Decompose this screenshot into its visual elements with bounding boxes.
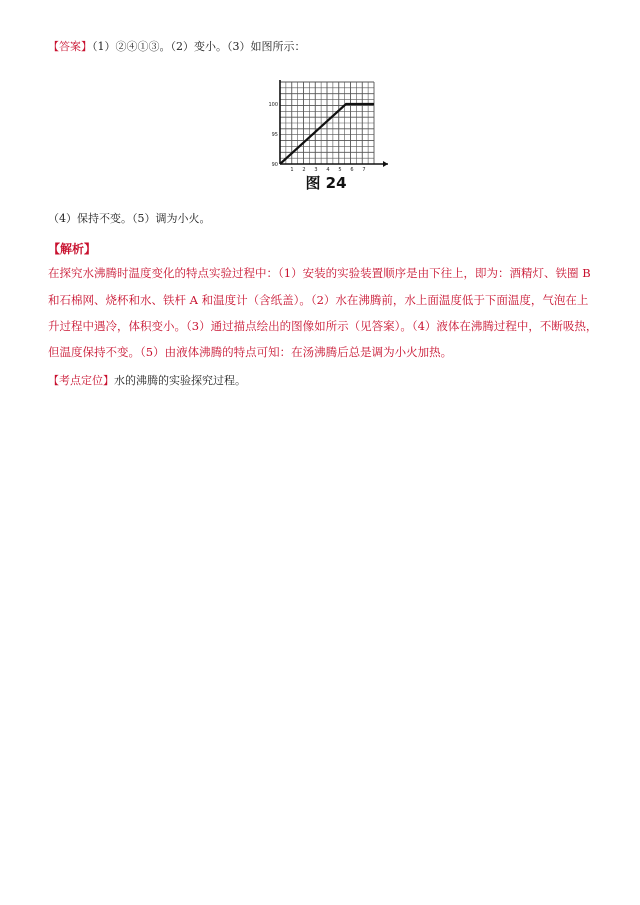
x-tick-label: 4 xyxy=(326,167,330,173)
analysis-line-3: 升过程中遇冷，体积变小。（3）通过描点绘出的图像如所示（见答案）。（4）液体在沸腾过程中，不断吸热， xyxy=(48,319,598,333)
analysis-line-1: 在探究水沸腾时温度变化的特点实验过程中：（1）安装的实验装置顺序是由下往上，即为：酒精灯、铁圈 B xyxy=(48,266,591,280)
x-tick-label: 3 xyxy=(314,167,318,173)
answer-part-1: （1）②④①③。（2）变小。（3）如图所示： xyxy=(92,40,306,53)
analysis-line-4: 但温度保持不变。（5）由液体沸腾的特点可知：在汤沸腾后总是调为小火加热。 xyxy=(48,345,453,359)
y-tick-label: 100 xyxy=(268,102,278,108)
kaodian-text: 水的沸腾的实验探究过程。 xyxy=(114,374,246,387)
y-tick-label: 95 xyxy=(271,132,278,138)
answer-line-1 xyxy=(48,38,306,54)
x-tick-label: 5 xyxy=(338,167,342,173)
graph-y-labels xyxy=(268,102,278,168)
y-tick-label: 90 xyxy=(271,162,278,168)
x-axis-arrow xyxy=(383,161,388,167)
temperature-time-graph xyxy=(262,76,402,194)
analysis-line-2: 和石棉网、烧杯和水、铁杆 A 和温度计（含纸盖）。（2）水在沸腾前，水上面温度低于下面温度，气泡在上 xyxy=(48,293,589,307)
figure-graph xyxy=(262,76,402,194)
x-tick-label: 1 xyxy=(290,167,294,173)
graph-axes xyxy=(280,80,388,167)
figure-caption: 图 24 xyxy=(305,174,347,192)
answer-line-2: （4）保持不变。（5）调为小火。 xyxy=(48,212,211,225)
answer-tag: 【答案】 xyxy=(48,40,92,53)
kaodian-line xyxy=(48,372,246,388)
kaodian-tag: 【考点定位】 xyxy=(48,374,114,387)
graph-x-labels xyxy=(290,167,365,173)
analysis-title: 【解析】 xyxy=(48,242,97,256)
x-tick-label: 6 xyxy=(350,167,354,173)
x-tick-label: 7 xyxy=(362,167,366,173)
x-tick-label: 2 xyxy=(302,167,306,173)
